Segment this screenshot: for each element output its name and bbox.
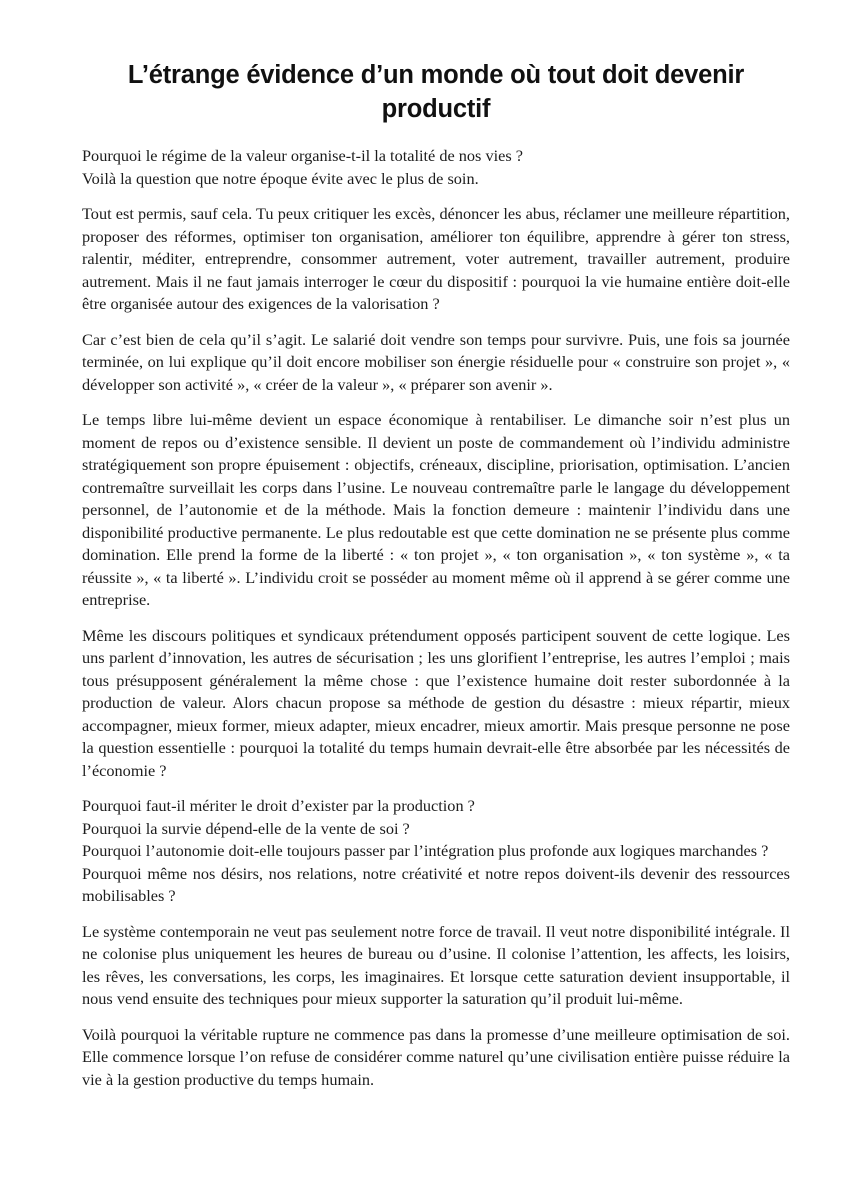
body-paragraph: Le système contemporain ne veut pas seulement notre force de travail. Il veut notre disponibilité intégrale. Il ne colonise plus uniquement les heures de bureau ou d’usine. Il colonise l’attention, les affects, les loisirs, les rêves, les conversations, les corps, les imaginaires. Et lorsque cette saturation devient insupportable, il nous vend ensuite des techniques pour mieux supporter la saturation qu’il produit lui-même. (82, 921, 790, 1008)
body-paragraph: Voilà pourquoi la véritable rupture ne commence pas dans la promesse d’une meilleure optimisation de soi. Elle commence lorsque l’on refuse de considérer comme naturel qu’une civilisation entière puisse réduire la vie à la gestion productive du temps humain. (82, 1024, 790, 1089)
question-line: Pourquoi la survie dépend-elle de la vente de soi ? (82, 818, 410, 838)
questions-paragraph (82, 795, 790, 908)
intro-line: Voilà la question que notre époque évite avec le plus de soin. (82, 168, 479, 188)
question-line: Pourquoi faut-il mériter le droit d’exister par la production ? (82, 796, 475, 815)
question-line: Pourquoi même nos désirs, nos relations, notre créativité et notre repos doivent-ils devenir des ressources mobilisables ? (82, 863, 790, 905)
intro-line: Pourquoi le régime de la valeur organise-t-il la totalité de nos vies ? (82, 146, 523, 165)
body-paragraph: Le temps libre lui-même devient un espace économique à rentabiliser. Le dimanche soir n’est plus un moment de repos ou d’existence sensible. Il devient un poste de commandement où l’individu administre stratégiquement son propre épuisement : objectifs, créneaux, discipline, priorisation, optimisation. L’ancien contremaître surveillait les corps dans l’usine. Le nouveau contremaître parle le langage du développement personnel, de l’autonomie et de la méthode. Mais la fonction demeure : maintenir l’individu dans une disponibilité productive permanente. Le plus redoutable est que cette domination ne se présente plus comme domination. Elle prend la forme de la liberté : « ton projet », « ton organisation », « ton système », « ta réussite », « ta liberté ». L’individu croit se posséder au moment même où il apprend à se gérer comme une entreprise. (82, 410, 790, 609)
question-line: Pourquoi l’autonomie doit-elle toujours passer par l’intégration plus profonde aux logiques marchandes ? (82, 841, 769, 860)
body-paragraph: Car c’est bien de cela qu’il s’agit. Le salarié doit vendre son temps pour survivre. Puis, une fois sa journée terminée, on lui explique qu’il doit encore mobiliser son énergie résiduelle pour « construire son projet », « développer son activité », « créer de la valeur », « préparer son avenir ». (82, 329, 790, 394)
document-title: L’étrange évidence d’un monde où tout doit devenir productif (127, 61, 745, 123)
intro-paragraph (82, 145, 790, 190)
body-paragraph: Tout est permis, sauf cela. Tu peux critiquer les excès, dénoncer les abus, réclamer une meilleure répartition, proposer des réformes, optimiser ton organisation, améliorer ton équilibre, apprendre à gérer ton stress, ralentir, méditer, entreprendre, consommer autrement, voter autrement, travailler autrement, produire autrement. Mais il ne faut jamais interroger le cœur du dispositif : pourquoi la vie humaine entière doit-elle être organisée autour des exigences de la valorisation ? (82, 204, 790, 313)
body-paragraph: Même les discours politiques et syndicaux prétendument opposés participent souvent de cette logique. Les uns parlent d’innovation, les autres de sécurisation ; les uns glorifient l’entreprise, les autres l’emploi ; mais tous présupposent généralement la même chose : que l’existence humaine doit rester subordonnée à la production de valeur. Alors chacun propose sa méthode de gestion du désastre : mieux répartir, mieux accompagner, mieux former, mieux adapter, mieux encadrer, mieux amortir. Mais presque personne ne pose la question essentielle : pourquoi la totalité du temps humain devrait-elle être absorbée par les nécessités de l’économie ? (82, 625, 790, 780)
